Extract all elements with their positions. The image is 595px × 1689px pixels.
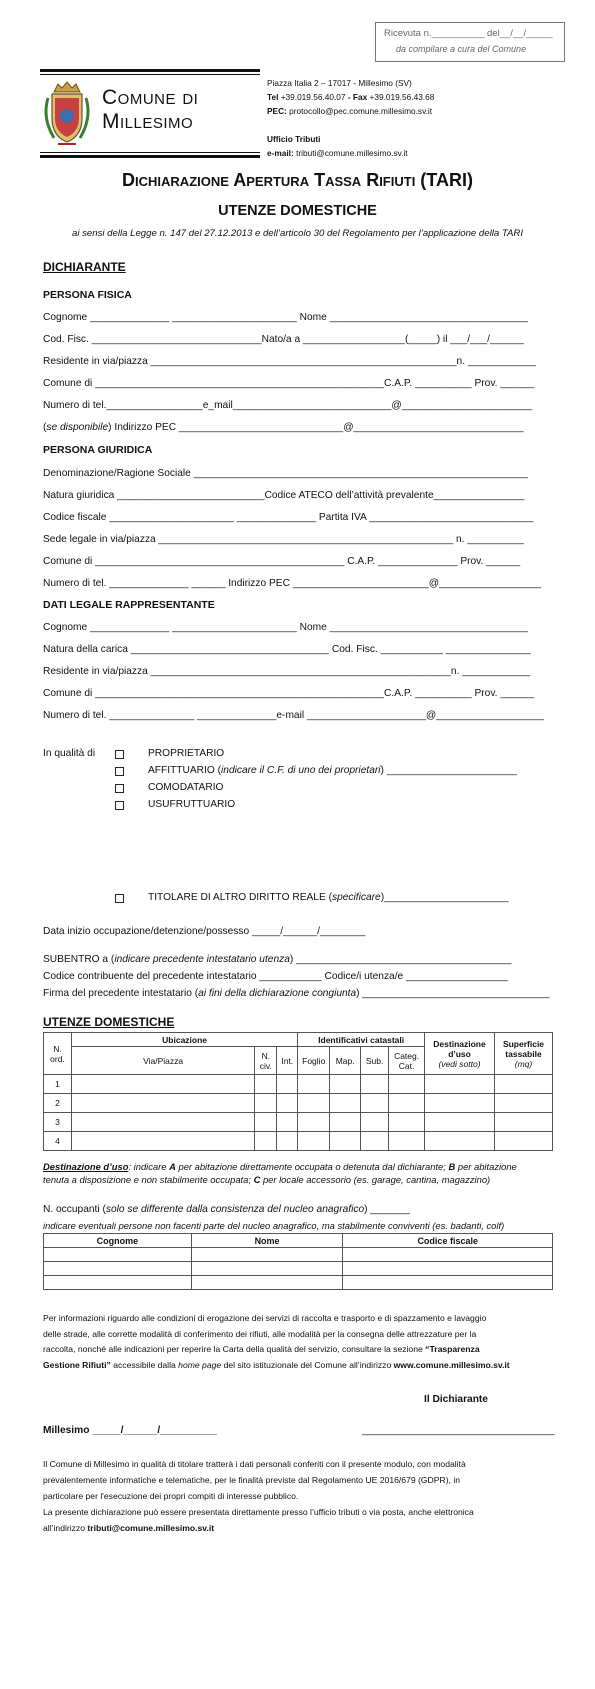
header-bottom-rule	[40, 152, 260, 153]
occ-post: ) _______	[364, 1204, 410, 1215]
affittuario-checkbox[interactable]	[115, 767, 124, 776]
info-paragraph	[43, 1311, 555, 1373]
lr-carica-field[interactable]: Natura della carica ___________________________________ Cod. Fisc. ___________ _______________	[43, 644, 531, 655]
privacy-l4: La presente dichiarazione può essere presentata direttamente presso l’ufficio tributi o via posta, anche elettronica	[43, 1507, 474, 1517]
lr-cognome-field[interactable]: Cognome ______________ ______________________ Nome ___________________________________	[43, 622, 528, 633]
cell[interactable]	[361, 1075, 389, 1094]
tel: +39.019.56.40.07	[280, 92, 346, 102]
cell[interactable]	[191, 1262, 343, 1276]
destinazione-note	[43, 1160, 555, 1186]
firma-italic: ai fini della dichiarazione congiunta	[198, 988, 357, 999]
legale-heading: DATI LEGALE RAPPRESENTANTE	[43, 599, 215, 611]
cell[interactable]	[298, 1075, 330, 1094]
cell[interactable]	[191, 1248, 343, 1262]
cell[interactable]	[298, 1094, 330, 1113]
table-row	[44, 1262, 553, 1276]
cell[interactable]	[425, 1094, 495, 1113]
info-l2: delle strade, alle corrette modalità di conferimento dei rifiuti, alle modalità per la consegna delle attrezzature per la	[43, 1328, 477, 1339]
pf-codfisc-field[interactable]: Cod. Fisc. ______________________________Nato/a a __________________(_____) il ___/___/______	[43, 334, 524, 345]
cell[interactable]	[298, 1113, 330, 1132]
pg-tel-field[interactable]: Numero di tel. ______________ ______ Indirizzo PEC ________________________@__________________	[43, 578, 542, 589]
row-number: 1	[44, 1075, 72, 1094]
table-row	[44, 1132, 553, 1151]
cell[interactable]	[330, 1132, 361, 1151]
dest-t1: : indicare	[128, 1161, 170, 1172]
cell[interactable]	[330, 1094, 361, 1113]
usufruttuario-checkbox[interactable]	[115, 801, 124, 810]
cell[interactable]	[44, 1262, 192, 1276]
occ-col-cf: Codice fiscale	[343, 1234, 553, 1248]
cell[interactable]	[44, 1276, 192, 1290]
privacy-l3: particolare per l'esecuzione dei propri compiti di interesse pubblico.	[43, 1491, 299, 1501]
email: tributi@comune.millesimo.sv.it	[296, 148, 408, 158]
pg-codfisc-field[interactable]: Codice fiscale ______________________ ______________ Partita IVA _____________________________	[43, 512, 534, 523]
cell[interactable]	[44, 1248, 192, 1262]
subentro-italic: indicare precedente intestatario utenza	[114, 954, 290, 965]
privacy-l2: prevalentemente informatiche e telematiche, per le finalità previste dal Regolamento UE 2016/679 (GDPR), in	[43, 1475, 461, 1485]
info-l3b: “Trasparenza	[425, 1344, 480, 1354]
cell[interactable]	[361, 1113, 389, 1132]
affittuario-rest: ) _______________________	[380, 765, 518, 776]
place-date-field[interactable]: Millesimo _____/______/__________	[43, 1425, 217, 1436]
occ-italic: solo se differente dalla consistenza del nucleo anagrafico	[105, 1204, 365, 1215]
cell[interactable]	[389, 1075, 425, 1094]
cell[interactable]	[277, 1075, 298, 1094]
contact-block	[267, 76, 434, 160]
cell[interactable]	[494, 1132, 552, 1151]
table-row	[44, 1094, 553, 1113]
cell[interactable]	[425, 1132, 495, 1151]
cell[interactable]	[389, 1113, 425, 1132]
affittuario-text: AFFITTUARIO (	[148, 765, 222, 776]
col-sub: Sub.	[361, 1047, 389, 1075]
header-bottom-rule-thick	[40, 155, 260, 158]
dichiarante-label: Il Dichiarante	[424, 1394, 488, 1405]
cell[interactable]	[71, 1113, 254, 1132]
tel-label: Tel	[267, 92, 279, 102]
row-number: 2	[44, 1094, 72, 1113]
altro-rest: )______________________	[380, 892, 509, 903]
altro-diritto-label	[148, 891, 509, 904]
dest-t2: per abitazione direttamente occupata o detenuta dal dichiarante;	[175, 1161, 449, 1172]
table-row	[44, 1113, 553, 1132]
address: Piazza Italia 2 – 17017 - Millesimo (SV)	[267, 78, 412, 88]
dest-label: Destinazione d’uso	[43, 1161, 129, 1172]
email-label: e-mail:	[267, 148, 294, 158]
header-top-rule-thin	[40, 74, 260, 75]
lr-comune-field[interactable]: Comune di ___________________________________________________C.A.P. __________ Prov. ______	[43, 688, 535, 699]
occupanti-table	[43, 1233, 553, 1290]
cell[interactable]	[255, 1075, 277, 1094]
info-l4c: home page	[178, 1359, 222, 1370]
altro-italic: specificare	[331, 892, 381, 903]
dest-b: B	[448, 1161, 456, 1172]
pf-pec-field[interactable]: (se disponibile) Indirizzo PEC _____________________________@______________________________	[43, 422, 524, 433]
cell[interactable]	[425, 1113, 495, 1132]
dest-c: C	[253, 1174, 261, 1185]
codice-contribuente-field[interactable]: Codice contribuente del precedente intestatario ___________ Codice/i utenza/e __________________	[43, 971, 509, 982]
firma-post: ) _________________________________	[356, 988, 550, 999]
privacy-l1: Il Comune di Millesimo in qualità di titolare tratterà i dati personali conferiti con il presente modulo, con modalità	[43, 1459, 466, 1469]
pg-denominazione-field[interactable]: Denominazione/Ragione Sociale ___________________________________________________________	[43, 468, 528, 479]
legal-reference: ai sensi della Legge n. 147 del 27.12.2013 e dell’articolo 30 del Regolamento per l’applicazione della TARI	[71, 228, 524, 239]
signature-line[interactable]: __________________________________	[362, 1425, 555, 1436]
subentro-pre: SUBENTRO a (	[43, 954, 115, 965]
cell[interactable]	[494, 1113, 552, 1132]
col-superficie	[494, 1033, 552, 1075]
municipality-name-1: Comune di	[102, 86, 199, 109]
comodatario-checkbox[interactable]	[115, 784, 124, 793]
col-int: Int.	[277, 1047, 298, 1075]
info-l3: raccolta, nonché alle indicazioni per reperire la Carta della qualità del servizio, consultare la sezione	[43, 1344, 423, 1354]
cell[interactable]	[389, 1132, 425, 1151]
col-nciv: N. civ.	[255, 1047, 277, 1075]
pec: protocollo@pec.comune.millesimo.sv.it	[289, 106, 433, 116]
lr-tel-field[interactable]: Numero di tel. _______________ ______________e-mail _____________________@___________________	[43, 710, 544, 721]
subentro-post: ) ______________________________________	[289, 954, 512, 965]
cell[interactable]	[425, 1075, 495, 1094]
pg-natura-field[interactable]: Natura giuridica __________________________Codice ATECO dell’attività prevalente________________	[43, 490, 525, 501]
pf-cognome-field[interactable]: Cognome ______________ ______________________ Nome ___________________________________	[43, 312, 528, 323]
proprietario-label: PROPRIETARIO	[148, 748, 225, 759]
header-top-rule	[40, 69, 260, 72]
altro-text: TITOLARE DI ALTRO DIRITTO REALE (	[148, 892, 332, 903]
firma-precedente-field[interactable]	[43, 987, 549, 1000]
sup-text: Superficie tassabile	[502, 1038, 545, 1059]
dest-a: A	[169, 1161, 176, 1172]
cell[interactable]	[277, 1132, 298, 1151]
info-l4b: accessibile dalla	[110, 1359, 179, 1370]
coat-of-arms-icon	[40, 78, 94, 150]
persona-fisica-heading: PERSONA FISICA	[43, 289, 132, 301]
dest-text: Destinazione d’uso	[433, 1038, 486, 1059]
cell[interactable]	[255, 1113, 277, 1132]
affittuario-italic: indicare il C.F. di uno dei proprietari	[221, 765, 381, 776]
col-categ: Categ. Cat.	[389, 1047, 425, 1075]
altro-diritto-checkbox[interactable]	[115, 894, 124, 903]
info-l4d: del sito istituzionale del Comune all’indirizzo	[221, 1359, 394, 1370]
subentro-field[interactable]	[43, 953, 511, 966]
persona-giuridica-heading: PERSONA GIURIDICA	[43, 444, 153, 456]
fax: +39.019.56.43.68	[369, 92, 435, 102]
occ-pre: N. occupanti (	[43, 1204, 106, 1215]
dest-t3: per abitazione	[455, 1161, 517, 1172]
table-row	[44, 1248, 553, 1262]
cell[interactable]	[71, 1132, 254, 1151]
utenze-heading: UTENZE DOMESTICHE	[43, 1015, 175, 1029]
pf-pec-rest: ) Indirizzo PEC _____________________________@______________________________	[108, 422, 524, 433]
pf-tel-field[interactable]: Numero di tel._________________e_mail____________________________@_______________________	[43, 400, 533, 411]
receipt-line: Ricevuta n.__________ del__/__/_____	[384, 28, 553, 39]
table-row	[44, 1075, 553, 1094]
data-inizio-field[interactable]: Data inizio occupazione/detenzione/possesso _____/______/________	[43, 926, 366, 937]
col-nord: N. ord.	[44, 1033, 72, 1075]
receipt-note: da compilare a cura del Comune	[396, 44, 527, 54]
cell[interactable]	[389, 1094, 425, 1113]
cell[interactable]	[277, 1094, 298, 1113]
pg-sede-field[interactable]: Sede legale in via/piazza ____________________________________________________ n. __________	[43, 534, 524, 545]
usufruttuario-label: USUFRUTTUARIO	[148, 799, 236, 810]
dest-l2a: tenuta a disposizione e non stabilmente occupata;	[43, 1174, 254, 1185]
col-identificativi: Identificativi catastali	[298, 1033, 425, 1047]
cell[interactable]	[255, 1094, 277, 1113]
affittuario-label	[148, 764, 517, 777]
col-map: Map.	[330, 1047, 361, 1075]
cell[interactable]	[361, 1094, 389, 1113]
tributi-email-link[interactable]: tributi@comune.millesimo.sv.it	[87, 1523, 215, 1533]
col-ubicazione: Ubicazione	[71, 1033, 297, 1047]
col-via: Via/Piazza	[71, 1047, 254, 1075]
cell[interactable]	[343, 1262, 553, 1276]
website-link[interactable]: www.comune.millesimo.sv.it	[393, 1359, 510, 1370]
cell[interactable]	[330, 1075, 361, 1094]
occ-col-nome: Nome	[191, 1234, 343, 1248]
row-number: 4	[44, 1132, 72, 1151]
cell[interactable]	[71, 1075, 254, 1094]
info-l4a: Gestione Rifiuti”	[43, 1359, 111, 1370]
row-number: 3	[44, 1113, 72, 1132]
cell[interactable]	[330, 1113, 361, 1132]
cell[interactable]	[361, 1132, 389, 1151]
privacy-l5a: all’indirizzo	[43, 1523, 88, 1533]
occupanti-field[interactable]	[43, 1203, 410, 1216]
section-dichiarante: DICHIARANTE	[43, 260, 126, 274]
municipality-name-2: Millesimo	[102, 110, 194, 133]
firma-pre: Firma del precedente intestatario (	[43, 988, 199, 999]
cell[interactable]	[298, 1132, 330, 1151]
pf-pec-italic: se disponibile	[46, 422, 109, 433]
cell[interactable]	[191, 1276, 343, 1290]
col-destinazione	[425, 1033, 495, 1075]
comodatario-label: COMODATARIO	[148, 782, 224, 793]
pg-comune-field[interactable]: Comune di ____________________________________________ C.A.P. ______________ Prov. ______	[43, 556, 521, 567]
dest-l2b: per locale accessorio (es. garage, cantina, magazzino)	[260, 1174, 491, 1185]
dest-italic: (vedi sotto)	[438, 1058, 481, 1069]
cell[interactable]	[277, 1113, 298, 1132]
sup-italic: (mq)	[514, 1058, 533, 1069]
occ-col-cognome: Cognome	[44, 1234, 192, 1248]
office: Ufficio Tributi	[267, 134, 321, 144]
pf-residente-field[interactable]: Residente in via/piazza ______________________________________________________n. ____________	[43, 356, 536, 367]
proprietario-checkbox[interactable]	[115, 750, 124, 759]
pf-comune-field[interactable]: Comune di ___________________________________________________C.A.P. __________ Prov. ______	[43, 378, 535, 389]
page-title: Dichiarazione Apertura Tassa Rifiuti (TARI)	[122, 170, 473, 190]
cell[interactable]	[494, 1094, 552, 1113]
cell[interactable]	[494, 1075, 552, 1094]
privacy-paragraph	[43, 1456, 555, 1536]
cell[interactable]	[71, 1094, 254, 1113]
occupanti-note: indicare eventuali persone non facenti parte del nucleo anagrafico, ma stabilmente conviventi (es. badanti, colf)	[43, 1220, 505, 1231]
table-row	[44, 1276, 553, 1290]
lr-residente-field[interactable]: Residente in via/piazza _____________________________________________________n. ____________	[43, 666, 531, 677]
info-l1: Per informazioni riguardo alle condizioni di erogazione dei servizi di raccolta e trasporto e di spazzamento e lavaggio	[43, 1313, 487, 1323]
cell[interactable]	[343, 1276, 553, 1290]
fax-label: - Fax	[347, 92, 368, 102]
cell[interactable]	[343, 1248, 553, 1262]
receipt-box	[375, 22, 565, 62]
cell[interactable]	[255, 1132, 277, 1151]
utenze-table	[43, 1032, 553, 1151]
page-subtitle: UTENZE DOMESTICHE	[218, 203, 377, 219]
col-foglio: Foglio	[298, 1047, 330, 1075]
qualita-label: In qualità di	[43, 748, 96, 759]
pec-label: PEC:	[267, 106, 287, 116]
